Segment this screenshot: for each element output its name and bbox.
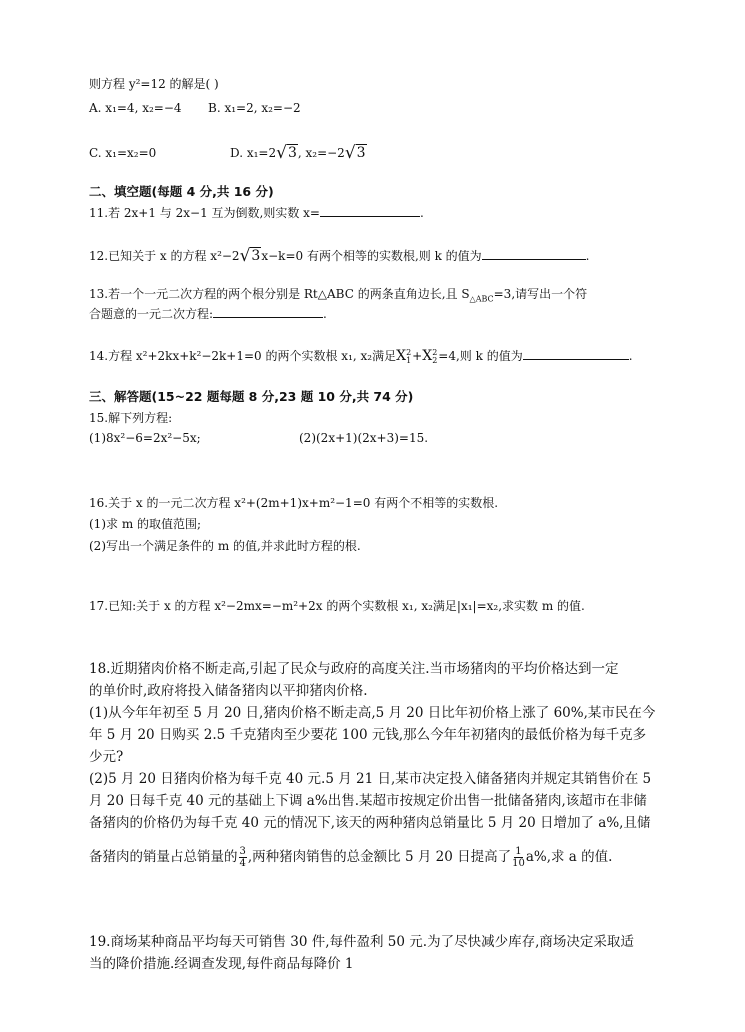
fraction-denominator: 10 <box>512 858 525 869</box>
q11-text: 11.若 2x+1 与 2x−1 互为倒数,则实数 x= <box>89 206 320 220</box>
q16-stem: 16.关于 x 的一元二次方程 x²+(2m+1)x+m²−1=0 有两个不相等的实数根. <box>89 496 499 510</box>
q14-sub: 1 <box>406 355 412 365</box>
q13-text-c: 合题意的一元二次方程: <box>89 307 214 321</box>
radicand: 3 <box>356 145 366 161</box>
q18-line8: 备猪肉的价格仍为每千克 40 元的情况下,该天的两种猪肉总销量比 5 月 20 日增加了 a%,且储 <box>89 815 651 831</box>
q14-sup: 2 <box>406 347 412 357</box>
q12-period: . <box>585 249 590 263</box>
q18-text-a: 备猪肉的销量占总销量的 <box>89 849 238 865</box>
q19-line2: 当的降价措施.经调查发现,每件商品每降价 1 <box>89 956 354 972</box>
fraction-three-quarters <box>239 846 247 869</box>
fraction-numerator: 1 <box>515 846 522 857</box>
q14-supsub <box>406 349 411 365</box>
answer-blank[interactable] <box>213 305 323 318</box>
q14-sup: 2 <box>432 347 438 357</box>
q12-text-a: 12.已知关于 x 的方程 x²−2 <box>89 249 240 263</box>
fraction-numerator: 3 <box>239 846 246 857</box>
q14-var: X <box>422 348 433 364</box>
q16-part2: (2)写出一个满足条件的 m 的值,并求此时方程的根. <box>89 539 361 553</box>
q11 <box>89 204 424 221</box>
q14-supsub <box>432 349 437 365</box>
q10-option-d-mid: , x₂=−2 <box>297 146 345 160</box>
q13-text-b: =3,请写出一个符 <box>493 287 588 301</box>
q14-plus: + <box>412 349 423 363</box>
q18-line3: (1)从今年年初至 5 月 20 日,猪肉价格不断走高,5 月 20 日比年初价格上涨了 60%,某市民在今 <box>89 705 656 721</box>
q13-text-a: 13.若一个一元二次方程的两个根分别是 Rt△ABC 的两条直角边长,且 S <box>89 287 470 301</box>
q12-text-b: x−k=0 有两个相等的实数根,则 k 的值为 <box>261 249 482 263</box>
fraction-denominator: 4 <box>239 858 246 869</box>
q18-line2: 的单价时,政府将投入储备猪肉以平抑猪肉价格. <box>89 683 368 699</box>
radicand: 3 <box>251 248 261 264</box>
q14-text-b: =4,则 k 的值为 <box>438 349 523 363</box>
q19-line1: 19.商场某种商品平均每天可销售 30 件,每件盈利 50 元.为了尽快减少库存,商场决定采取适 <box>89 934 634 950</box>
q15-part1: (1)8x²−6=2x²−5x; <box>89 431 201 445</box>
q18-text-c: a%,求 a 的值. <box>525 849 613 865</box>
fraction-one-tenth <box>512 846 525 869</box>
q14-var: X <box>396 348 407 364</box>
q12 <box>89 244 590 267</box>
radicand: 3 <box>287 145 297 161</box>
section-2-heading: 二、填空题(每题 4 分,共 16 分) <box>89 184 274 199</box>
q10-option-a: A. x₁=4, x₂=−4 <box>89 101 182 115</box>
q14-sub: 2 <box>432 355 438 365</box>
q18-line6: (2)5 月 20 日猪肉价格为每千克 40 元.5 月 21 日,某市决定投入储备猪肉并规定其销售价在 5 <box>89 771 652 787</box>
q13-subscript: △ABC <box>469 294 494 304</box>
q18-line9 <box>89 842 612 872</box>
q18-line4: 年 5 月 20 日购买 2.5 千克猪肉至少要花 100 元钱,那么今年年初猪肉的最低价格为每千克多 <box>89 727 647 743</box>
q15-title: 15.解下列方程: <box>89 411 173 425</box>
q17-text: 17.已知:关于 x 的方程 x²−2mx=−m²+2x 的两个实数根 x₁, x₂满足|x₁|=x₂,求实数 m 的值. <box>89 599 585 613</box>
answer-blank[interactable] <box>320 204 420 217</box>
sqrt-symbol: √3 <box>239 246 261 266</box>
sqrt-symbol: √3 <box>344 143 366 163</box>
q18-line5: 少元? <box>89 749 124 765</box>
q15-part2: (2)(2x+1)(2x+3)=15. <box>299 431 429 445</box>
q11-period: . <box>419 206 424 220</box>
q13-line2 <box>89 305 327 322</box>
q10-option-d <box>230 141 367 164</box>
q16-part1: (1)求 m 的取值范围; <box>89 517 202 531</box>
q10-option-b: B. x₁=2, x₂=−2 <box>208 101 301 115</box>
q10-option-c: C. x₁=x₂=0 <box>89 146 157 160</box>
section-3-heading: 三、解答题(15~22 题每题 8 分,23 题 10 分,共 74 分) <box>89 389 414 404</box>
q14-text-a: 14.方程 x²+2kx+k²−2k+1=0 的两个实数根 x₁, x₂满足 <box>89 349 397 363</box>
q10-stem: 则方程 y²=12 的解是( ) <box>89 77 219 91</box>
q14 <box>89 346 633 366</box>
q13-period: . <box>323 307 327 321</box>
q18-line7: 月 20 日每千克 40 元的基础上下调 a%出售.某超市按规定价出售一批储备猪肉,该超市在非储 <box>89 793 647 809</box>
q14-period: . <box>628 349 633 363</box>
answer-blank[interactable] <box>482 247 586 260</box>
q18-text-b: ,两种猪肉销售的总金额比 5 月 20 日提高了 <box>247 849 512 865</box>
q18-line1: 18.近期猪肉价格不断走高,引起了民众与政府的高度关注.当市场猪肉的平均价格达到一定 <box>89 661 619 677</box>
answer-blank[interactable] <box>523 347 629 360</box>
sqrt-symbol: √3 <box>276 143 297 163</box>
q10-option-d-prefix: D. x₁=2 <box>230 146 277 160</box>
